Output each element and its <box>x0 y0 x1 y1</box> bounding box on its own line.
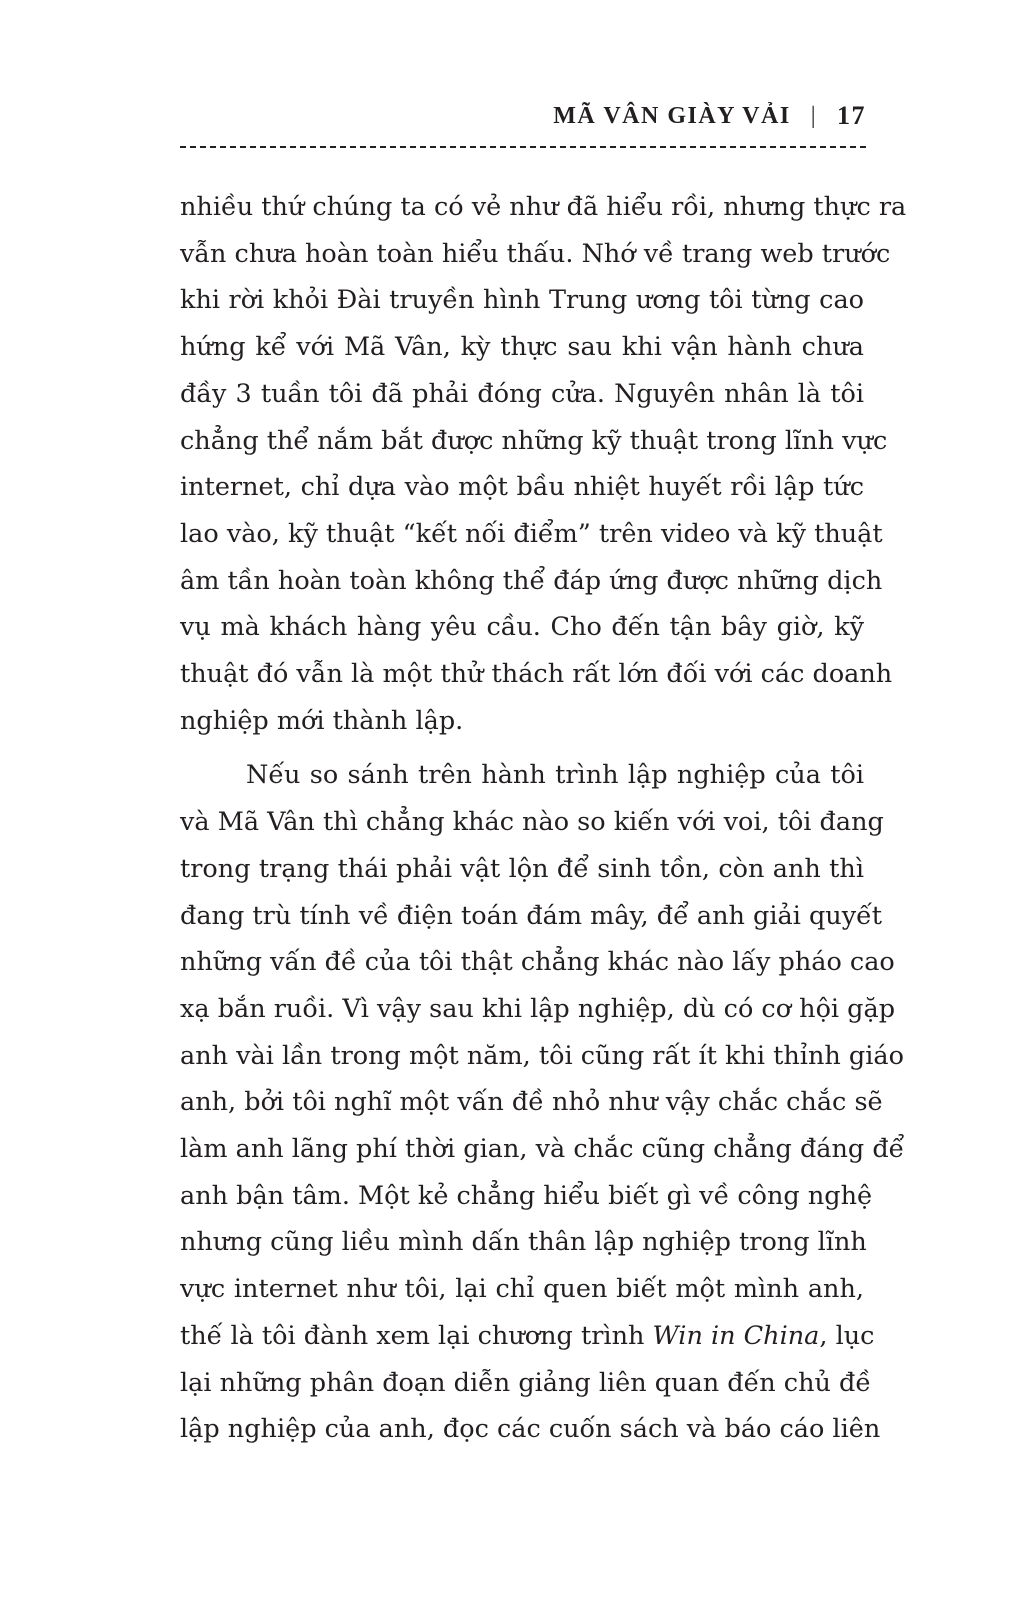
text-line: chẳng thể nắm bắt được những kỹ thuật trong lĩnh vực <box>180 425 888 456</box>
text-line: trong trạng thái phải vật lộn để sinh tồn, còn anh thì <box>180 853 864 884</box>
paragraph-1 <box>180 184 907 744</box>
text-line: đang trù tính về điện toán đám mây, để anh giải quyết <box>180 900 883 931</box>
running-header <box>180 96 866 136</box>
text-line: Nếu so sánh trên hành trình lập nghiệp của tôi <box>246 760 864 791</box>
text-line: những vấn đề của tôi thật chẳng khác nào lấy pháo cao <box>180 947 895 978</box>
text-line: âm tần hoàn toàn không thể đáp ứng được những dịch <box>180 565 883 596</box>
text-line: thuật đó vẫn là một thử thách rất lớn đối với các doanh <box>180 659 893 690</box>
book-title: MÃ VÂN GIÀY VẢI <box>553 102 791 129</box>
text-line: vẫn chưa hoàn toàn hiểu thấu. Nhớ về trang web trước <box>180 238 891 269</box>
text-line: nhưng cũng liều mình dấn thân lập nghiệp trong lĩnh <box>180 1227 867 1258</box>
text-line: internet, chỉ dựa vào một bầu nhiệt huyết rồi lập tức <box>180 472 864 503</box>
text-line: vụ mà khách hàng yêu cầu. Cho đến tận bây giờ, kỹ <box>180 612 864 643</box>
text-line: và Mã Vân thì chẳng khác nào so kiến với voi, tôi đang <box>180 807 884 838</box>
text-line: đầy 3 tuần tôi đã phải đóng cửa. Nguyên nhân là tôi <box>180 378 864 409</box>
text-line: nhiều thứ chúng ta có vẻ như đã hiểu rồi, nhưng thực ra <box>180 192 907 222</box>
text-line: hứng kể với Mã Vân, kỳ thực sau khi vận hành chưa <box>180 332 864 363</box>
text-line: lập nghiệp của anh, đọc các cuốn sách và báo cáo liên <box>180 1414 881 1445</box>
text-line: anh vài lần trong một năm, tôi cũng rất ít khi thỉnh giáo <box>180 1040 904 1071</box>
text-line: anh, bởi tôi nghĩ một vấn đề nhỏ như vậy chắc chắc sẽ <box>180 1087 883 1118</box>
page-number: 17 <box>837 101 866 130</box>
paragraph-gap <box>180 744 864 752</box>
text-run: thế là tôi đành xem lại chương trình <box>180 1320 653 1351</box>
text-line: khi rời khỏi Đài truyền hình Trung ương tôi từng cao <box>180 285 864 316</box>
text-line: lại những phân đoạn diễn giảng liên quan đến chủ đề <box>180 1367 872 1398</box>
text-line: nghiệp mới thành lập. <box>180 705 464 736</box>
text-line: anh bận tâm. Một kẻ chẳng hiểu biết gì về công nghệ <box>180 1180 873 1211</box>
text-line-with-italic <box>180 1313 875 1360</box>
text-line: xạ bắn ruồi. Vì vậy sau khi lập nghiệp, dù có cơ hội gặp <box>180 993 896 1024</box>
text-line: vực internet như tôi, lại chỉ quen biết một mình anh, <box>180 1274 864 1305</box>
header-divider <box>180 146 866 148</box>
program-title: Win in China <box>652 1320 820 1351</box>
text-line: lao vào, kỹ thuật “kết nối điểm” trên video và kỹ thuật <box>180 518 883 549</box>
paragraph-2 <box>180 752 905 1453</box>
body-text <box>180 184 907 1453</box>
text-line: làm anh lãng phí thời gian, và chắc cũng chẳng đáng để <box>180 1134 905 1165</box>
text-run: , lục <box>819 1320 875 1351</box>
header-separator: | <box>810 102 817 129</box>
